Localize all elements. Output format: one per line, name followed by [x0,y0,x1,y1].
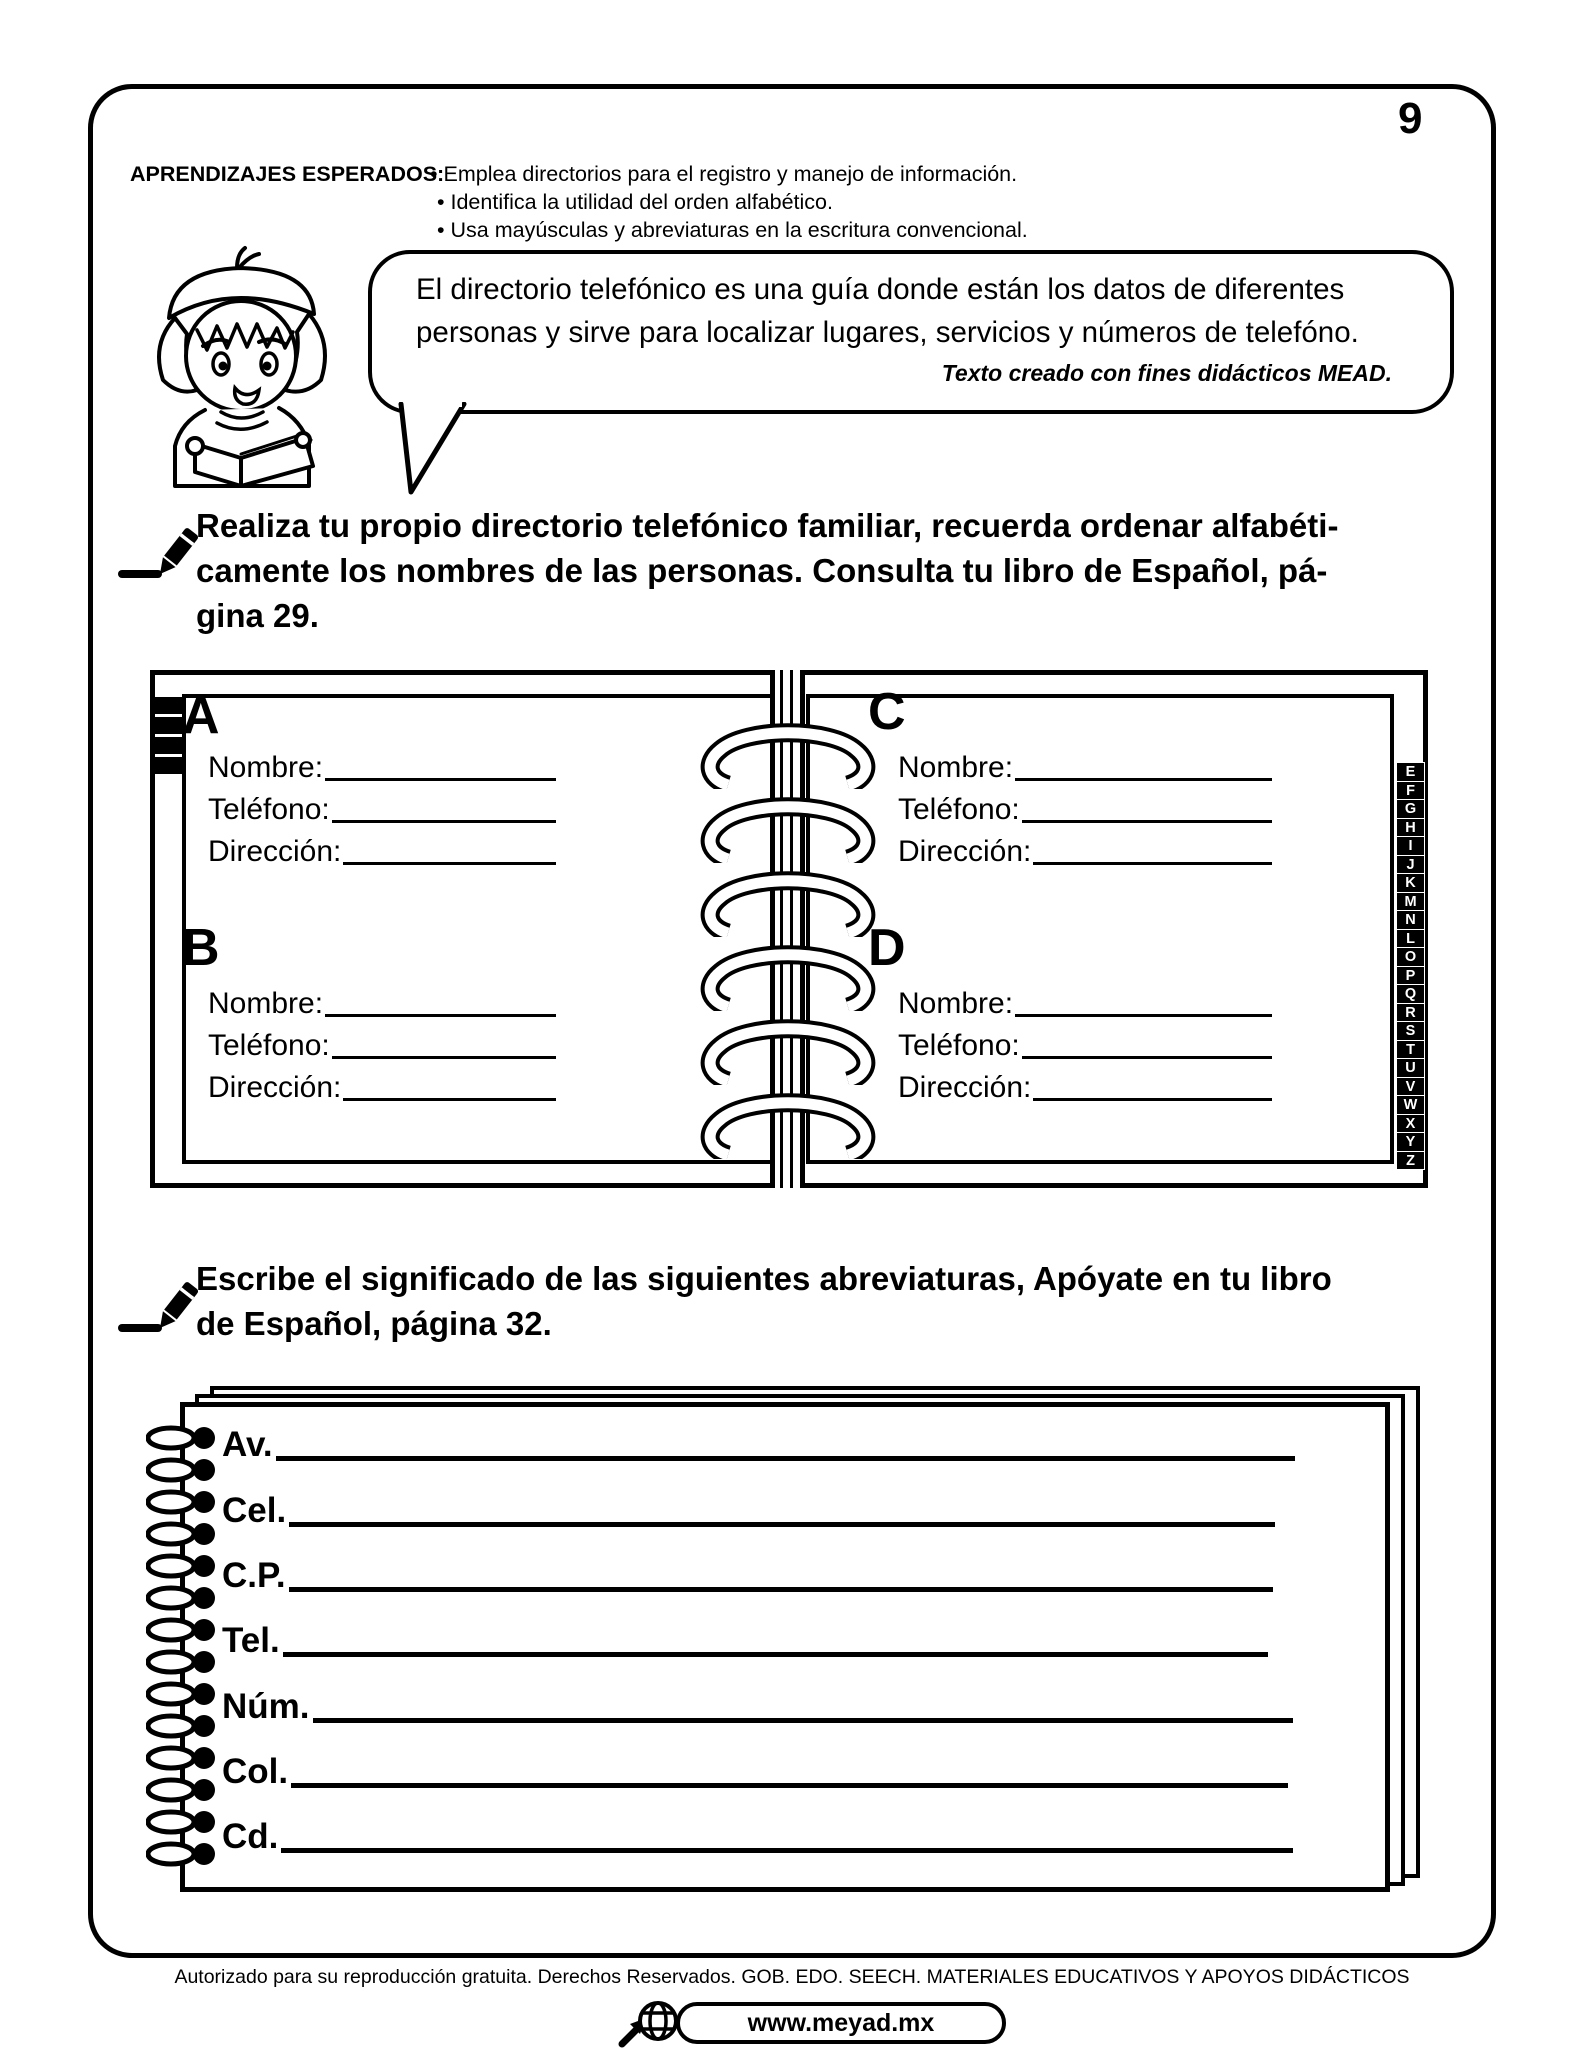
abbreviation-label: Col. [222,1752,289,1791]
alphabet-tab: Q [1396,984,1425,1004]
directory-section-letter: D [868,919,906,977]
abbreviation-label: Tel. [222,1621,280,1660]
alphabet-tab: L [1396,929,1425,949]
alphabet-tab: K [1396,873,1425,893]
field-label: Teléfono: [898,1029,1020,1062]
alphabet-tab: Z [1396,1151,1425,1171]
field-label: Teléfono: [208,1029,330,1062]
instruction-2 [196,1256,1332,1346]
speech-bubble [368,250,1454,414]
alphabet-tab: S [1396,1021,1425,1041]
answer-line[interactable] [289,1521,1275,1527]
binding-ring-icon [698,1073,878,1164]
abbreviation-row [222,1816,1293,1858]
expected-learning-bullet: • Emplea directorios para el registro y manejo de información. [430,162,1018,186]
directory-section-letter: C [868,683,906,741]
instruction-1-line: Realiza tu propio directorio telefónico familiar, recuerda ordenar alfabéti- [196,507,1339,544]
answer-line[interactable] [343,1097,556,1101]
instruction-1-line: camente los nombres de las personas. Consulta tu libro de Español, pá- [196,552,1328,589]
answer-line[interactable] [283,1651,1268,1657]
speech-bubble-tail [398,402,470,496]
alphabet-tab: I [1396,836,1425,856]
answer-line[interactable] [1033,861,1272,865]
abbreviation-label: Núm. [222,1687,310,1726]
answer-line[interactable] [1033,1097,1272,1101]
field-label: Nombre: [208,987,324,1020]
answer-line[interactable] [1015,1013,1272,1017]
alphabet-tab: M [1396,892,1425,912]
instruction-2-line: de Español, página 32. [196,1305,552,1342]
speech-bubble-text: personas y sirve para localizar lugares, servicios y números de telefóno. [416,316,1359,349]
abbreviation-label: Cd. [222,1817,279,1856]
directory-field-row [208,834,556,870]
index-tab-block [155,737,182,754]
abbreviation-row [222,1424,1295,1466]
directory-field-row [208,750,556,786]
alphabet-tab: G [1396,799,1425,819]
alphabet-tab: O [1396,947,1425,967]
answer-line[interactable] [332,819,556,823]
directory-field-row [208,986,556,1022]
field-label: Teléfono: [208,793,330,826]
directory-section-letter: A [182,687,220,745]
abbreviation-row [222,1686,1293,1728]
expected-learning-bullet: • Usa mayúsculas y abreviaturas en la escritura convencional. [437,218,1028,242]
instruction-1-line: gina 29. [196,597,319,634]
speech-bubble-credit: Texto creado con fines didácticos MEAD. [941,360,1392,386]
index-tab-block [155,757,182,774]
field-label: Dirección: [898,1071,1032,1104]
girl-reading-icon [133,240,351,488]
directory-field-row [898,1070,1272,1106]
field-label: Dirección: [898,835,1032,868]
alphabet-tab: X [1396,1114,1425,1134]
answer-line[interactable] [1022,1055,1272,1059]
directory-field-row [208,1028,556,1064]
abbreviation-row [222,1490,1275,1532]
directory-field-row [208,1070,556,1106]
answer-line[interactable] [281,1847,1293,1853]
directory-field-row [898,834,1272,870]
field-label: Nombre: [898,751,1014,784]
directory-field-row [898,986,1272,1022]
directory-field-row [898,750,1272,786]
field-label: Nombre: [208,751,324,784]
answer-line[interactable] [313,1717,1294,1723]
alphabet-tab: V [1396,1077,1425,1097]
answer-line[interactable] [343,861,556,865]
alphabet-tab: E [1396,762,1425,782]
expected-learning-bullet: • Identifica la utilidad del orden alfabético. [437,190,833,214]
authorization-text: Autorizado para su reproducción gratuita. Derechos Reservados. GOB. EDO. SEECH. MATERIALES EDUCATIVOS Y APOYOS DIDÁCTICOS [174,1966,1410,1988]
alphabet-tab: H [1396,818,1425,838]
field-label: Nombre: [898,987,1014,1020]
expected-learnings-label: APRENDIZAJES ESPERADOS: [130,162,445,186]
alphabet-tab: W [1396,1095,1425,1115]
alphabet-tab: U [1396,1058,1425,1078]
abbreviation-label: Cel. [222,1491,287,1530]
answer-line[interactable] [325,1013,556,1017]
answer-line[interactable] [276,1455,1295,1461]
abbreviation-row [222,1620,1268,1662]
alphabet-tab-strip [1396,763,1425,1170]
speech-bubble-text: El directorio telefónico es una guía donde están los datos de diferentes [416,273,1345,306]
globe-icon [618,1998,682,2048]
directory-section-letter: B [182,919,220,977]
answer-line[interactable] [291,1782,1288,1788]
website-badge [618,1998,1006,2048]
abbreviation-label: Av. [222,1425,273,1464]
pencil-icon [116,1258,198,1340]
directory-field-row [898,792,1272,828]
directory-field-row [898,1028,1272,1064]
page-number: 9 [1398,94,1423,143]
pencil-icon [116,504,198,586]
alphabet-tab: P [1396,966,1425,986]
index-tab-block [155,717,182,734]
alphabet-tab: N [1396,910,1425,930]
index-tab-block [155,697,182,714]
website-link[interactable]: www.meyad.mx [676,2002,1006,2044]
field-label: Teléfono: [898,793,1020,826]
alphabet-tab: T [1396,1040,1425,1060]
instruction-2-line: Escribe el significado de las siguientes abreviaturas, Apóyate en tu libro [196,1260,1332,1297]
alphabet-tab: Y [1396,1132,1425,1152]
field-label: Dirección: [208,1071,342,1104]
alphabet-tab: R [1396,1003,1425,1023]
directory-field-row [208,792,556,828]
abbreviation-row [222,1751,1288,1793]
answer-line[interactable] [1015,777,1272,781]
answer-line[interactable] [289,1586,1273,1592]
answer-line[interactable] [325,777,556,781]
instruction-1 [196,503,1338,638]
spiral-binding [146,1424,224,1877]
answer-line[interactable] [1022,819,1272,823]
field-label: Dirección: [208,835,342,868]
alphabet-tab: F [1396,781,1425,801]
answer-line[interactable] [332,1055,556,1059]
abbreviation-label: C.P. [222,1556,286,1595]
abbreviation-row [222,1555,1273,1597]
alphabet-tab: J [1396,855,1425,875]
